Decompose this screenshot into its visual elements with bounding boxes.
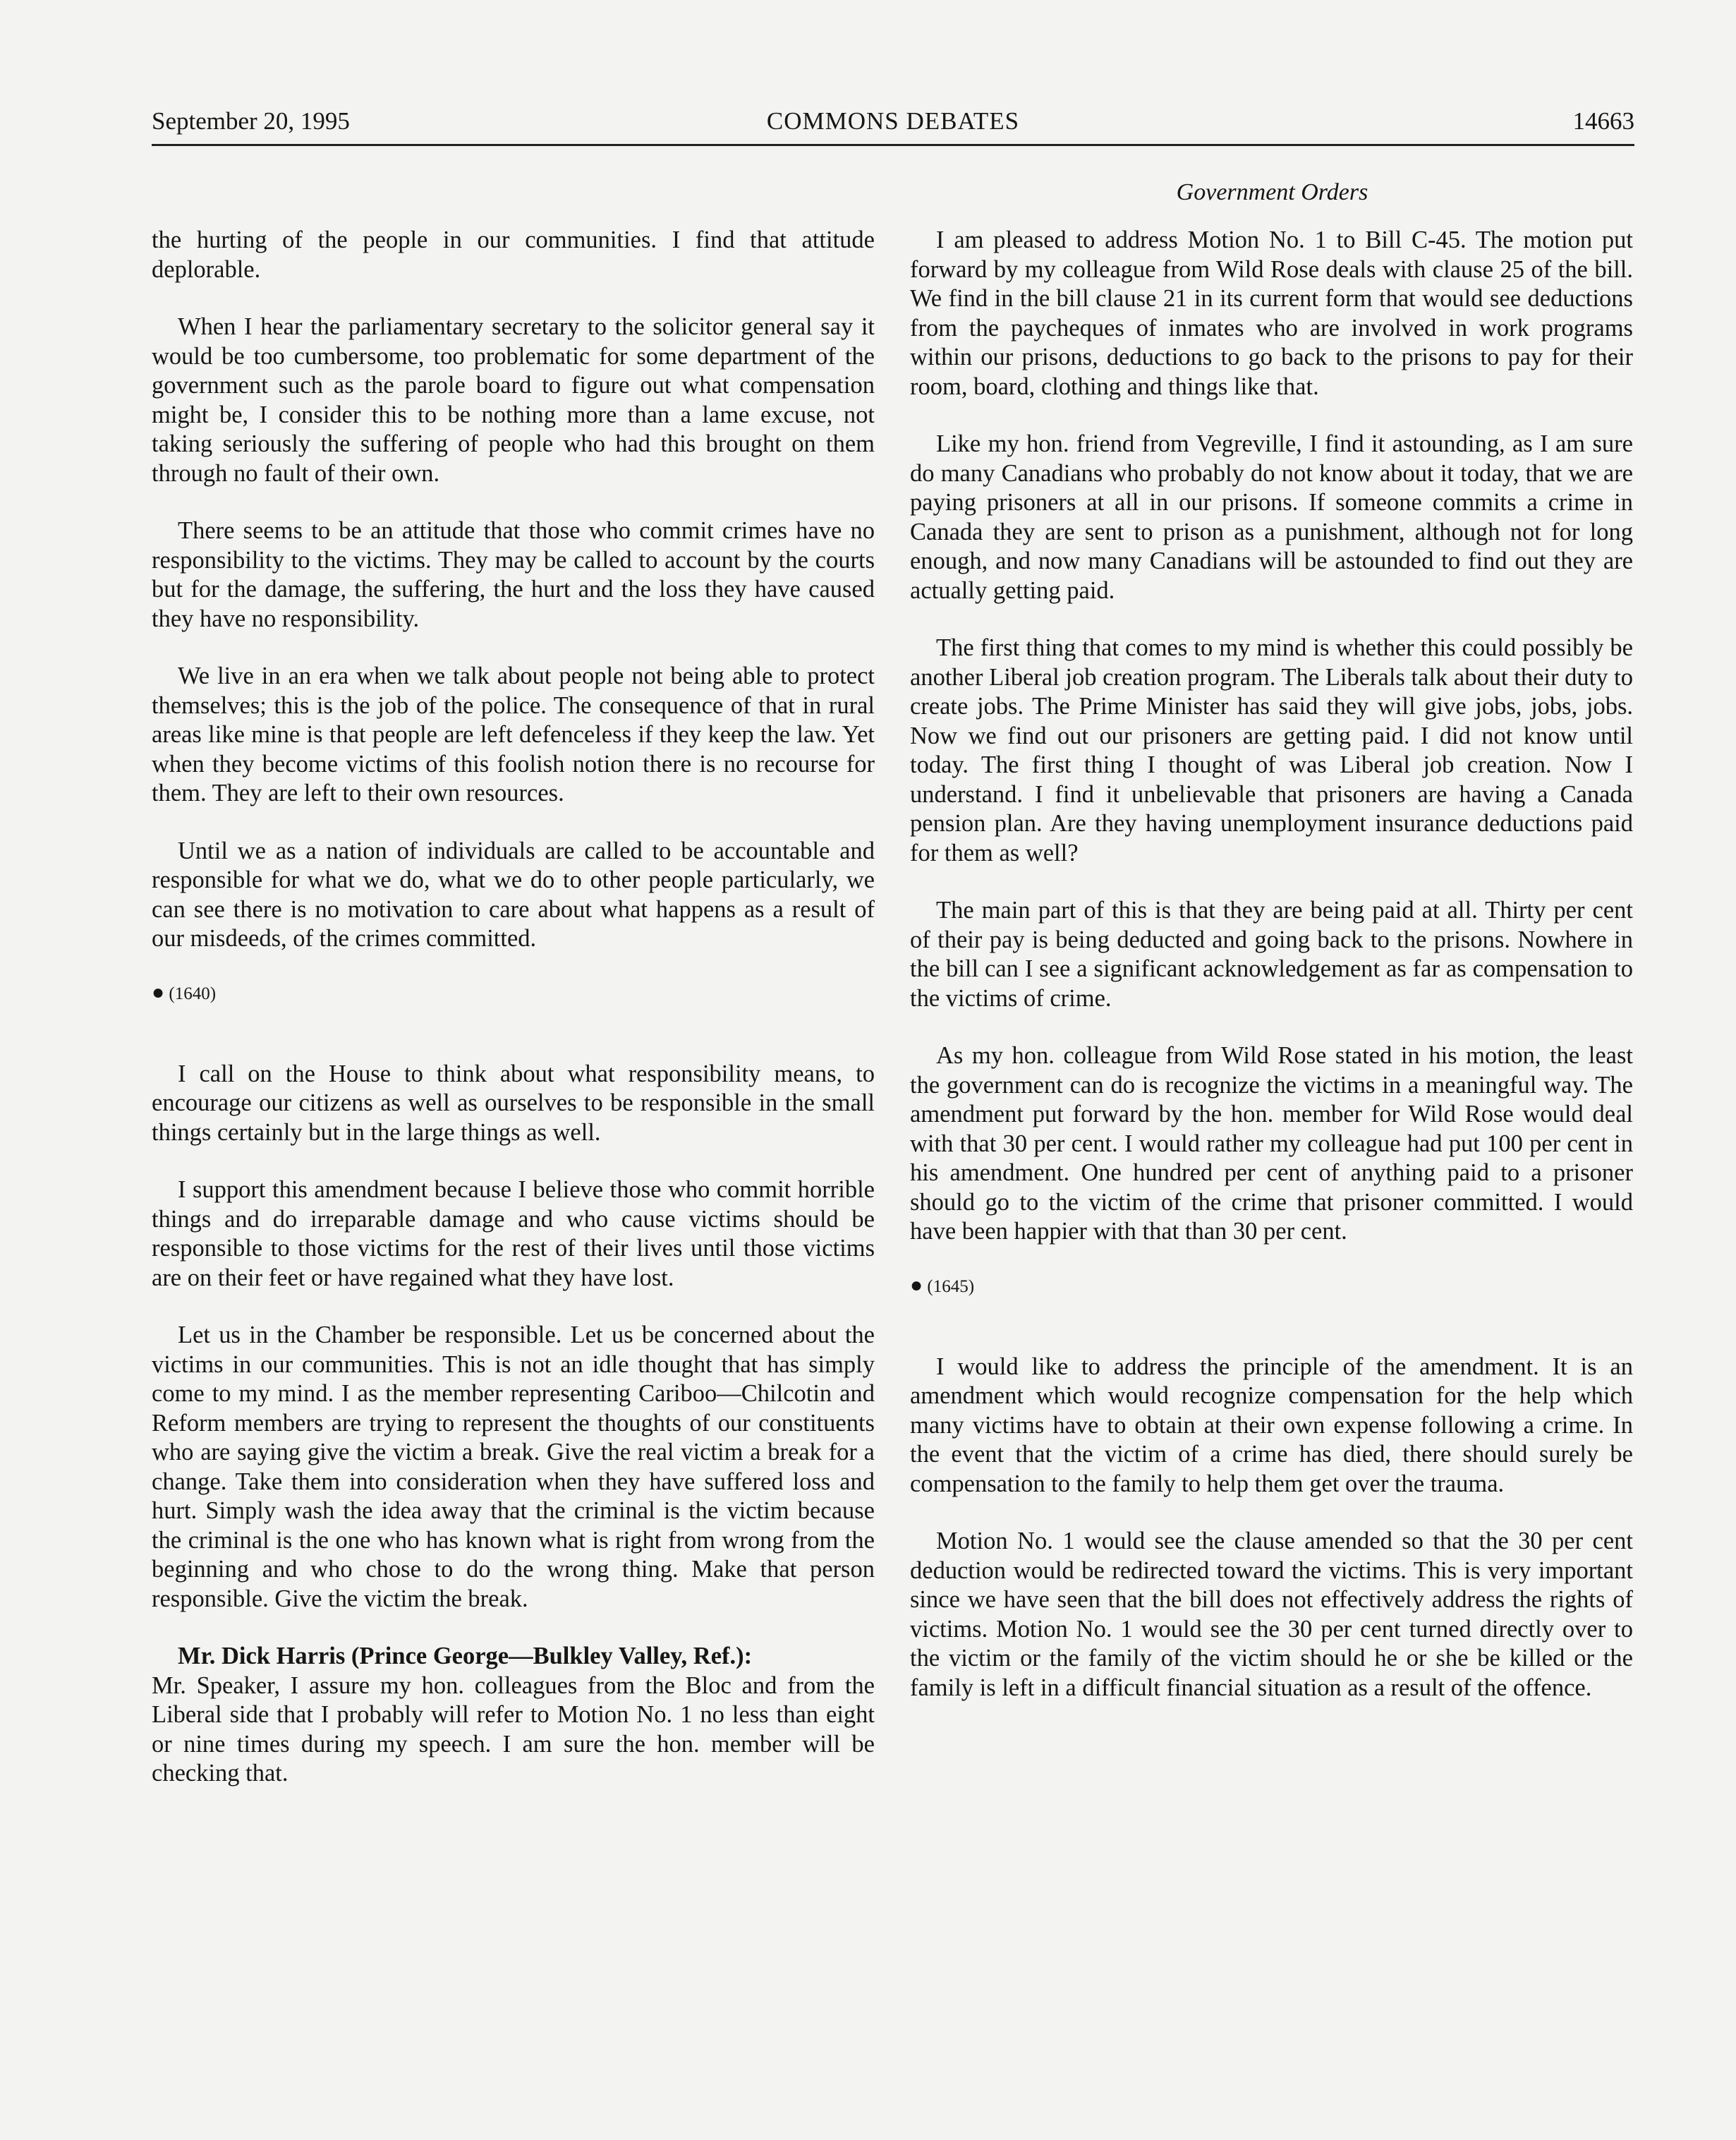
paragraph: I would like to address the principle of the amendment. It is an amendment which would recognize compensation for the help which many victims have to obtain at their own expense following a crime. In the event that the victim of a crime has died, there should surely be compensation to the family to help them get over the trauma. — [910, 1353, 1633, 1497]
header-rule — [152, 144, 1634, 146]
paragraph: Let us in the Chamber be responsible. Let us be concerned about the victims in our communities. This is not an idle thought that has simply come to my mind. I as the member representing Cariboo—Chilcotin and Reform members are trying to represent the thoughts of our constituents who are saying give the victim a break. Give the real victim a break for a change. Take them into consideration when they have suffered loss and hurt. Simply wash the idea away that the criminal is the victim because the criminal is the one who has known what is right from wrong from the beginning and who chose to do the wrong thing. Make that person responsible. Give the victim the break. — [152, 1322, 875, 1612]
paragraph: Motion No. 1 would see the clause amended so that the 30 per cent deduction would be redirected toward the victims. This is very important since we have seen that the bill does not effectively address the rights of victims. Motion No. 1 would see the 30 per cent turned directly over to the victim or the family of the victim should he or she be killed or the family is left in a difficult financial situation as a result of the offence. — [910, 1528, 1633, 1701]
paragraph: the hurting of the people in our communities. I find that attitude deplorable. — [152, 226, 875, 283]
bullet-icon: ● — [910, 1273, 923, 1297]
paragraph: The main part of this is that they are being paid at all. Thirty per cent of their pay is being deducted and going back to the prisons. Nowhere in the bill can I see a significant acknowledgement as far as compensation to the victims of crime. — [910, 897, 1633, 1012]
paragraph: There seems to be an attitude that those who commit crimes have no responsibility to the victims. They may be called to account by the courts but for the damage, the suffering, the hurt and the loss they have caused they have no responsibility. — [152, 517, 875, 632]
left-column — [152, 226, 875, 1817]
paragraph: I am pleased to address Motion No. 1 to Bill C-45. The motion put forward by my colleague from Wild Rose deals with clause 25 of the bill. We find in the bill clause 21 in its current form that would see deductions from the paycheques of inmates who are involved in work programs within our prisons, deductions to go back to the prisons to pay for their room, board, clothing and things like that. — [910, 226, 1633, 400]
paragraph: We live in an era when we talk about people not being able to protect themselves; this is the job of the police. The consequence of that in rural areas like mine is that people are left defenceless if they keep the law. Yet when they become victims of this foolish notion there is no recourse for them. They are left to their own resources. — [152, 663, 875, 806]
paragraph: Like my hon. friend from Vegreville, I find it astounding, as I am sure do many Canadians who probably do not know about it today, that we are paying prisoners at all in our prisons. If someone commits a crime in Canada they are sent to prison as a punishment, although not for long enough, and now many Canadians will be astounded to find out they are actually getting paid. — [910, 430, 1633, 604]
header-date: September 20, 1995 — [152, 107, 350, 135]
speaker-name: Mr. Dick Harris (Prince George—Bulkley Valley, Ref.): — [178, 1643, 753, 1669]
time-marker — [152, 982, 875, 1005]
time-marker-label: (1640) — [169, 984, 217, 1003]
header-title: COMMONS DEBATES — [766, 107, 1020, 135]
page-header — [152, 103, 1634, 140]
speaker-paragraph — [152, 1642, 875, 1789]
speaker-text: Mr. Speaker, I assure my hon. colleagues from the Bloc and from the Liberal side that I probably will refer to Motion No. 1 no less than eight or nine times during my speech. I am sure the hon. member will be checking that. — [152, 1672, 875, 1787]
bullet-icon: ● — [152, 980, 165, 1004]
section-title: Government Orders — [1176, 179, 1368, 205]
time-marker — [910, 1275, 1633, 1298]
page-number: 14663 — [1572, 107, 1634, 135]
paragraph: Until we as a nation of individuals are called to be accountable and responsible for what we do, what we do to other people particularly, we can see there is no motivation to care about what happens as a result of our misdeeds, of the crimes committed. — [152, 837, 875, 952]
paragraph: I call on the House to think about what responsibility means, to encourage our citizens as well as ourselves to be responsible in the small things certainly but in the large things as well. — [152, 1060, 875, 1146]
paragraph: I support this amendment because I believe those who commit horrible things and do irreparable damage and who cause victims should be responsible to those victims for the rest of their lives until those victims are on their feet or have regained what they have lost. — [152, 1176, 875, 1291]
time-marker-label: (1645) — [927, 1276, 975, 1296]
right-column — [910, 226, 1633, 1731]
paragraph: When I hear the parliamentary secretary to the solicitor general say it would be too cumbersome, too problematic for some department of the government such as the parole board to figure out what compensation might be, I consider this to be nothing more than a lame excuse, not taking seriously the suffering of people who had this brought on them through no fault of their own. — [152, 313, 875, 487]
paragraph: The first thing that comes to my mind is whether this could possibly be another Liberal job creation program. The Liberals talk about their duty to create jobs. The Prime Minister has said they will give jobs, jobs, jobs. Now we find out our prisoners are getting paid. I did not know until today. The first thing I thought of was Liberal job creation. Now I understand. I find it unbelievable that prisoners are having a Canada pension plan. Are they having unemployment insurance deductions paid for them as well? — [910, 634, 1633, 866]
paragraph: As my hon. colleague from Wild Rose stated in his motion, the least the government can do is recognize the victims in a meaningful way. The amendment put forward by the hon. member for Wild Rose would deal with that 30 per cent. I would rather my colleague had put 100 per cent in his amendment. One hundred per cent of anything paid to a prisoner should go to the victim of the crime that prisoner committed. I would have been happier with that than 30 per cent. — [910, 1042, 1633, 1245]
